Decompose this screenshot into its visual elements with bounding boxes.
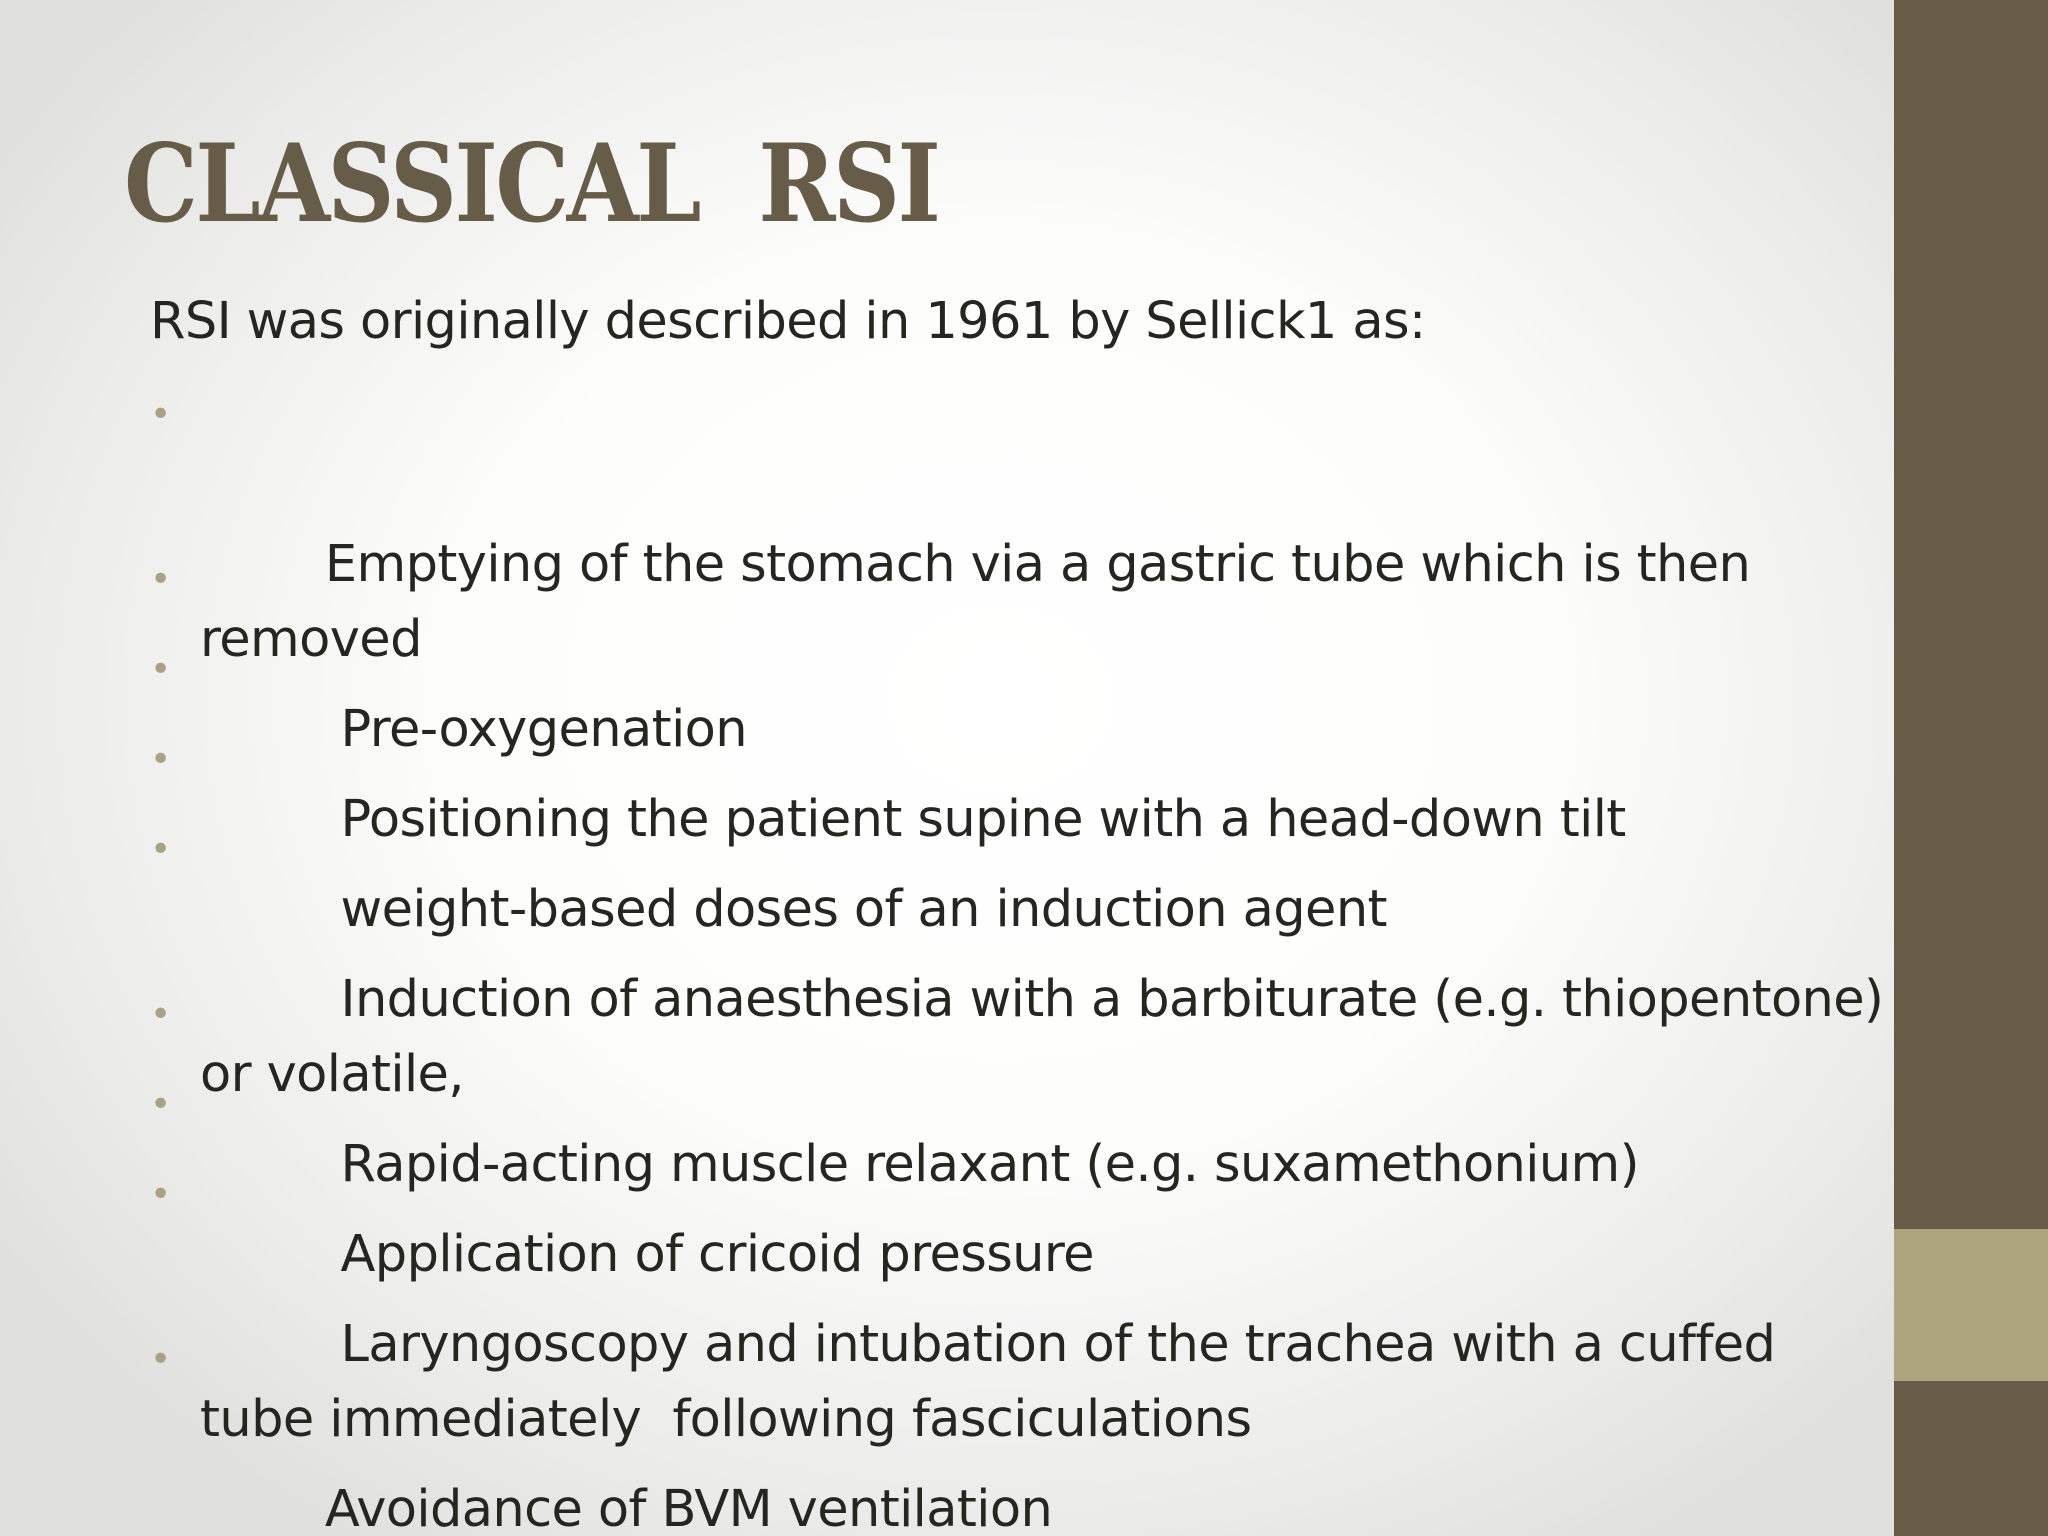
bullet-text: Induction of anaesthesia with a barbiturate (e.g. thiopentone) or volatile, — [200, 970, 1884, 1104]
bullet-dot-icon: • — [150, 394, 171, 435]
bullet-item — [150, 812, 1884, 1104]
bullet-text: Laryngoscopy and intubation of the trachea with a cuffed tube immediately following fasciculations — [200, 1315, 1776, 1449]
bullet-list — [150, 377, 1884, 1536]
bullet-text: Application of cricoid pressure — [324, 1225, 1094, 1284]
bullet-dot-icon: • — [150, 829, 171, 870]
bullet-dot-icon: • — [150, 1084, 171, 1125]
bullet-text: Pre-oxygenation — [324, 700, 747, 759]
bullet-dot-icon: • — [150, 1339, 171, 1380]
bullet-text: Rapid-acting muscle relaxant (e.g. suxamethonium) — [324, 1135, 1639, 1194]
bullet-text: Avoidance of BVM ventilation — [324, 1480, 1053, 1536]
bullet-dot-icon: • — [150, 994, 171, 1035]
bullet-text: Emptying of the stomach via a gastric tube which is then removed — [200, 535, 1751, 669]
bullet-dot-icon: • — [150, 1174, 171, 1215]
bullet-dot-icon: • — [150, 559, 171, 600]
side-accent-block — [1894, 1229, 2048, 1381]
bullet-item — [150, 977, 1850, 1194]
bullet-item — [150, 1322, 1850, 1536]
bullet-text: weight-based doses of an induction agent — [324, 880, 1387, 939]
slide-title: CLASSICAL RSI — [124, 121, 939, 247]
bullet-text: Positioning the patient supine with a head-down tilt — [324, 790, 1626, 849]
bullet-item — [150, 377, 1850, 669]
bullet-item — [150, 542, 1850, 759]
bullet-item — [150, 1157, 1850, 1449]
bullet-dot-icon: • — [150, 649, 171, 690]
intro-text: RSI was originally described in 1961 by Sellick1 as: — [150, 292, 1426, 351]
bullet-dot-icon: • — [150, 739, 171, 780]
slide-body — [150, 287, 1884, 1536]
